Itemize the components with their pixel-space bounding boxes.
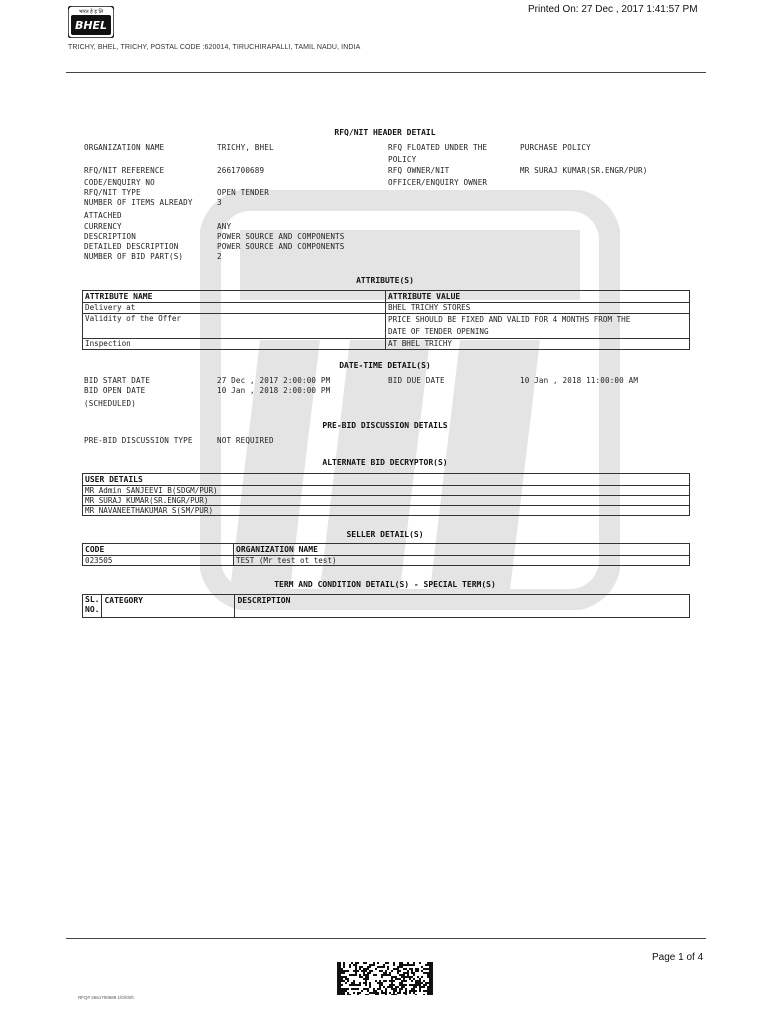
attribute-name: Delivery at xyxy=(83,303,386,314)
value-detailed-description: POWER SOURCE AND COMPONENTS xyxy=(217,242,345,251)
value-bid-parts: 2 xyxy=(217,252,222,261)
table-row xyxy=(83,339,690,350)
label-floated-under: RFQ FLOATED UNDER THE xyxy=(388,143,488,152)
table-header-row xyxy=(83,474,690,486)
attribute-value-line1: PRICE SHOULD BE FIXED AND VALID FOR 4 MONTHS FROM THE xyxy=(388,315,631,324)
label-prebid-type: PRE-BID DISCUSSION TYPE xyxy=(84,436,193,445)
col-sl-no-line1: SL. xyxy=(85,595,100,604)
label-items-attached-2: ATTACHED xyxy=(84,211,122,220)
col-sl-no xyxy=(83,595,102,618)
value-prebid-type: NOT REQUIRED xyxy=(217,436,274,445)
svg-text:भारत हे इ लि: भारत हे इ लि xyxy=(78,9,104,15)
printed-on-timestamp: Printed On: 27 Dec , 2017 1:41:57 PM xyxy=(528,4,698,15)
col-organization-name: ORGANIZATION NAME xyxy=(234,544,690,556)
document-id: RFQ# 2661700689 1\0\\0\0\ xyxy=(78,995,134,1000)
attribute-name: Validity of the Offer xyxy=(83,314,386,339)
value-org-name: TRICHY, BHEL xyxy=(217,143,274,152)
value-bid-open: 10 Jan , 2018 2:00:00 PM xyxy=(217,386,331,395)
section-title-rfq-header: RFQ/NIT HEADER DETAIL xyxy=(334,128,436,137)
attributes-table xyxy=(82,290,690,350)
section-title-prebid: PRE-BID DISCUSSION DETAILS xyxy=(322,421,448,430)
value-bid-due: 10 Jan , 2018 11:00:00 AM xyxy=(520,376,639,385)
label-floated-under-2: POLICY xyxy=(388,155,417,164)
seller-code: 023505 xyxy=(83,556,234,566)
col-description: DESCRIPTION xyxy=(235,595,690,618)
label-rfq-owner: RFQ OWNER/NIT xyxy=(388,166,450,175)
attribute-value: AT BHEL TRICHY xyxy=(386,339,690,350)
label-scheduled: (SCHEDULED) xyxy=(84,399,136,408)
seller-org: TEST (Mr test ot test) xyxy=(234,556,690,566)
table-header-row xyxy=(83,291,690,303)
table-row xyxy=(83,303,690,314)
value-rfq-type: OPEN TENDER xyxy=(217,188,269,197)
qr-barcode-icon xyxy=(337,962,433,995)
section-title-terms: TERM AND CONDITION DETAIL(S) - SPECIAL TERM(S) xyxy=(274,580,496,589)
seller-table xyxy=(82,543,690,566)
col-sl-no-line2: NO. xyxy=(85,605,100,614)
section-title-seller: SELLER DETAIL(S) xyxy=(346,530,424,539)
value-currency: ANY xyxy=(217,222,232,231)
label-rfq-owner-2: OFFICER/ENQUIRY OWNER xyxy=(388,178,488,187)
label-currency: CURRENCY xyxy=(84,222,122,231)
value-bid-start: 27 Dec , 2017 2:00:00 PM xyxy=(217,376,331,385)
attribute-name: Inspection xyxy=(83,339,386,350)
label-description: DESCRIPTION xyxy=(84,232,136,241)
value-floated-under: PURCHASE POLICY xyxy=(520,143,591,152)
attribute-value: BHEL TRICHY STORES xyxy=(386,303,690,314)
label-bid-start: BID START DATE xyxy=(84,376,151,385)
col-code: CODE xyxy=(83,544,234,556)
attribute-value xyxy=(386,314,690,339)
col-category: CATEGORY xyxy=(102,595,235,618)
section-title-decryptor: ALTERNATE BID DECRYPTOR(S) xyxy=(322,458,448,467)
value-description: POWER SOURCE AND COMPONENTS xyxy=(217,232,345,241)
value-rfq-reference: 2661700689 xyxy=(217,166,265,175)
terms-table xyxy=(82,594,690,618)
label-bid-open: BID OPEN DATE xyxy=(84,386,146,395)
label-bid-parts: NUMBER OF BID PART(S) xyxy=(84,252,184,261)
value-items-attached: 3 xyxy=(217,198,222,207)
organization-address: TRICHY, BHEL, TRICHY, POSTAL CODE :620014, TIRUCHIRAPALLI, TAMIL NADU, INDIA xyxy=(68,44,361,51)
table-header-row xyxy=(83,595,690,618)
decryptor-user: MR SURAJ KUMAR(SR.ENGR/PUR) xyxy=(83,496,690,506)
attribute-value-line2: DATE OF TENDER OPENING xyxy=(388,327,489,336)
col-attribute-name: ATTRIBUTE NAME xyxy=(83,291,386,303)
svg-text:BHEL: BHEL xyxy=(74,19,108,32)
section-title-attributes: ATTRIBUTE(S) xyxy=(356,276,414,285)
label-code-enquiry: CODE/ENQUIRY NO xyxy=(84,178,155,187)
label-bid-due: BID DUE DATE xyxy=(388,376,445,385)
label-rfq-type: RFQ/NIT TYPE xyxy=(84,188,141,197)
decryptor-table xyxy=(82,473,690,516)
label-rfq-reference: RFQ/NIT REFERENCE xyxy=(84,166,165,175)
decryptor-user: MR NAVANEETHAKUMAR S(SM/PUR) xyxy=(83,506,690,516)
page-number: Page 1 of 4 xyxy=(652,952,704,963)
bhel-logo-icon xyxy=(68,6,114,38)
col-user-details: USER DETAILS xyxy=(83,474,690,486)
table-row xyxy=(83,556,690,566)
value-rfq-owner: MR SURAJ KUMAR(SR.ENGR/PUR) xyxy=(520,166,648,175)
footer-divider xyxy=(66,938,706,939)
table-row xyxy=(83,496,690,506)
table-row xyxy=(83,314,690,339)
label-items-attached: NUMBER OF ITEMS ALREADY xyxy=(84,198,193,207)
label-org-name: ORGANIZATION NAME xyxy=(84,143,165,152)
table-row xyxy=(83,506,690,516)
header-divider xyxy=(66,72,706,73)
section-title-datetime: DATE-TIME DETAIL(S) xyxy=(339,361,431,370)
decryptor-user: MR Admin SANJEEVI B(SDGM/PUR) xyxy=(83,486,690,496)
table-row xyxy=(83,486,690,496)
label-detailed-description: DETAILED DESCRIPTION xyxy=(84,242,179,251)
table-header-row xyxy=(83,544,690,556)
col-attribute-value: ATTRIBUTE VALUE xyxy=(386,291,690,303)
